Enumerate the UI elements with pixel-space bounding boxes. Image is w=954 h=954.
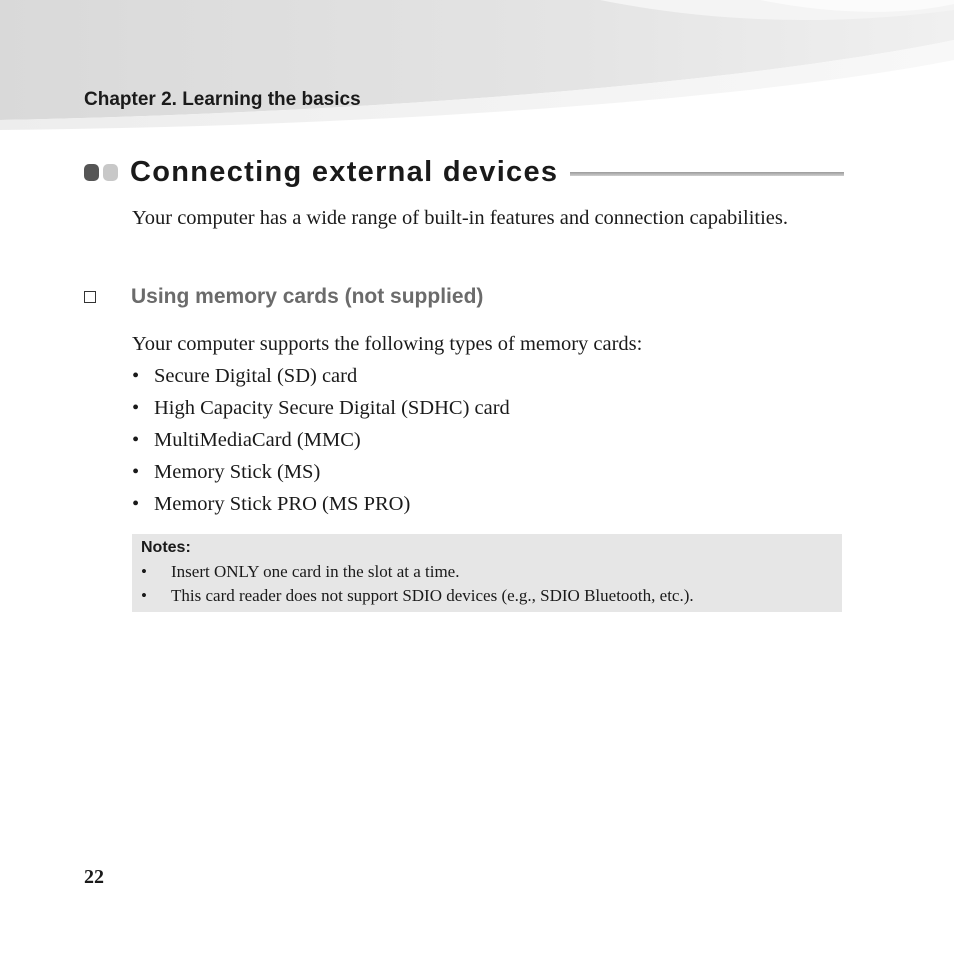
section-title: Connecting external devices — [130, 155, 559, 188]
notes-title: Notes: — [141, 539, 191, 556]
bullet-icon: • — [132, 397, 140, 419]
chapter-title: Chapter 2. Learning the basics — [84, 89, 361, 110]
notes-box — [132, 534, 842, 612]
list-item: • Secure Digital (SD) card — [132, 363, 510, 395]
bullet-icon: • — [132, 461, 140, 483]
bullet-icon: • — [132, 493, 140, 515]
note-item: • Insert ONLY one card in the slot at a time. — [141, 560, 833, 584]
bullet-icon: • — [141, 562, 147, 581]
section-heading — [84, 152, 844, 192]
subsection-title: Using memory cards (not supplied) — [131, 285, 484, 308]
heading-divider — [570, 172, 844, 176]
light-square-icon — [103, 164, 118, 181]
header-swoosh-background — [0, 0, 954, 140]
bullet-icon: • — [141, 586, 147, 605]
list-item: • MultiMediaCard (MMC) — [132, 427, 510, 459]
subsection-heading — [84, 285, 483, 309]
list-item: • High Capacity Secure Digital (SDHC) card — [132, 395, 510, 427]
bullet-icon: • — [132, 429, 140, 451]
supported-cards-lead: Your computer supports the following types of memory cards: — [132, 333, 643, 355]
notes-list — [141, 560, 833, 608]
dark-square-icon — [84, 164, 99, 181]
intro-paragraph: Your computer has a wide range of built-in features and connection capabilities. — [132, 207, 788, 229]
list-item: • Memory Stick (MS) — [132, 459, 510, 491]
page-number: 22 — [84, 866, 104, 888]
bullet-icon: • — [132, 365, 140, 387]
square-bullet-icon — [84, 291, 96, 303]
note-item: • This card reader does not support SDIO devices (e.g., SDIO Bluetooth, etc.). — [141, 584, 833, 608]
memory-card-list — [132, 363, 510, 523]
list-item: • Memory Stick PRO (MS PRO) — [132, 491, 510, 523]
heading-bullet-icons — [84, 164, 118, 181]
